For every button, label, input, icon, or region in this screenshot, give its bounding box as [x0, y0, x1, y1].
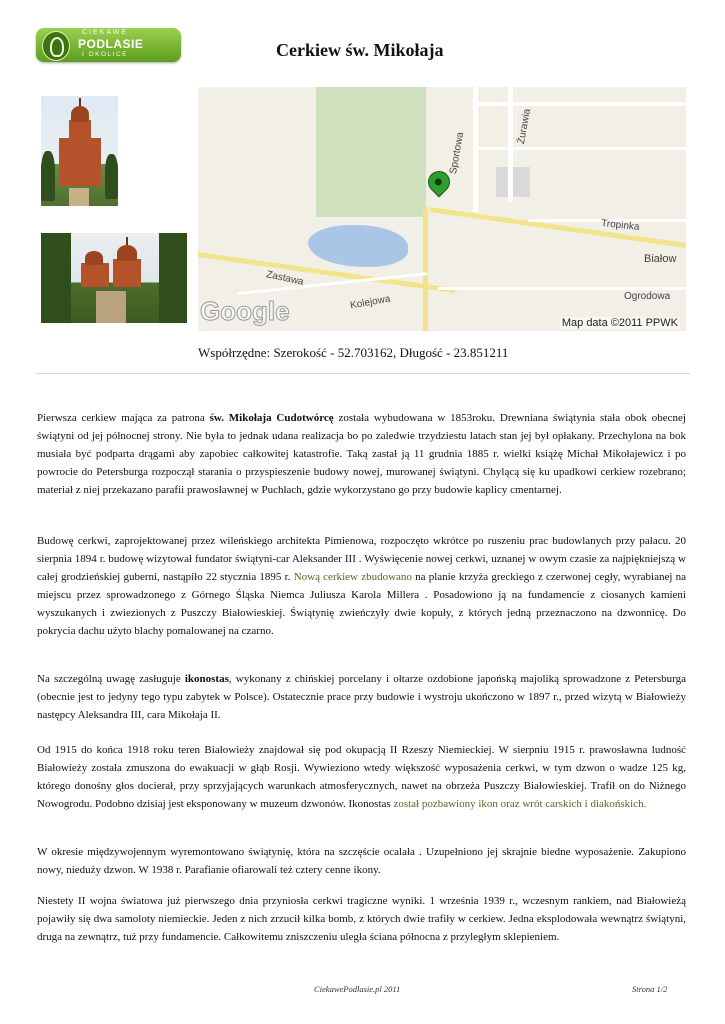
street-label-zurawia: Żurawia [516, 107, 534, 145]
church-photo-alley [41, 233, 187, 323]
coordinates: Współrzędne: Szerokość - 52.703162, Długość - 23.851211 [198, 345, 509, 360]
pond [308, 225, 408, 267]
footer-site: CiekawePodlasie.pl 2011 [314, 984, 401, 994]
page-title: Cerkiew św. Mikołaja [276, 40, 444, 60]
street-label-kolejowa: Kolejowa [349, 293, 392, 312]
logo-line-3: I OKOLICE [82, 51, 129, 58]
church-photo-front [41, 96, 118, 206]
bold-patron-name: św. Mikołaja Cudotwórcę [209, 412, 334, 424]
street-label-tropinka: Tropinka [600, 218, 641, 233]
paragraph-6: Niestety II wojna światowa już pierwszego dnia przyniosła cerkwi tragiczne wyniki. 1 września 1939 r., wczesnym rankiem, nad Białowieżą pojawiły się dwa samoloty niemieckie. Jeden z nich zrzucił kilka bomb, z których dwie trafiły w cerkiew. Jedna eksplodowała wewnątrz świątyni, druga na zewnątrz, tuż przy fundamencie. Całkowitemu zniszczeniu uległa ściana północna z przyległym sklepieniem. [37, 895, 686, 943]
building-block [496, 167, 530, 197]
paragraph-4: Od 1915 do końca 1918 roku teren Białowieży znajdował się pod okupacją II Rzeszy Niemieckiej. W sierpniu 1915 r. prawosławna ludność Białowieży została zmuszona do ewakuacji w głąb Rosji. Wywieziono wtedy większość wyposażenia cerkwi, w tym dzwon o wadze 125 kg, którego donośny głos docierał, przy sprzyjających warunkach atmosferycznych, nawet na obrzeża Puszczy Białowieskiej. Trafił on do Niżnego Nowogrodu. Podobno dzisiaj jest eksponowany w muzeum dzwonów. Ikonostas został pozbawiony ikon oraz wrót carskich i diakońskich. [37, 744, 686, 810]
google-logo: Google [200, 296, 290, 326]
paragraph-2: Budowę cerkwi, zaprojektowanej przez wileńskiego architekta Pimienowa, rozpoczęto wkrótce po ruszeniu prac budowlanych przy pałacu. 20 sierpnia 1894 r. budowę wizytował fundator świątyni-car Aleksander III . Wyświęcenie nowej cerkwi, uznanej w owym czasie za najpiękniejszą w całej grodzieńskiej guberni, nastąpiło 22 stycznia 1895 r. Nową cerkiew zbudowano na planie krzyża greckiego z czerwonej cegły, wyrabianej na miejscu przez sprowadzonego z Górnego Śląska Niemca Juliusza Karola Millera . Posadowiono ją na fundamencie z ciosanych kamieni wyszukanych i zwiezionych z Puszczy Białowieskiej. Świątynię zwieńczyły dwie kopuły, z których jedną przeznaczono na dzwonnicę. Do pokrycia dachu użyto blachy pomalowanej na czarno. [37, 535, 686, 637]
logo-line-1: CIEKAWE [82, 29, 129, 36]
paragraph-3: Na szczególną uwagę zasługuje ikonostas, wykonany z chińskiej porcelany i ołtarze ozdobione japońską majoliką sprowadzone z Petersburga (obecnie jest to jedyny tego typu zabytek w Polsce). Ostatecznie prace przy budowie i wystroju ukończono w 1897 r., przed wizytą w Białowieży następcy Aleksandra III, cara Mikołaja II. [37, 673, 686, 721]
location-map[interactable] [198, 87, 686, 331]
bold-ikonostas: ikonostas [184, 673, 229, 685]
footer-page-number: Strona 1/2 [632, 984, 668, 994]
site-logo[interactable] [36, 28, 181, 62]
paragraph-5: W okresie międzywojennym wyremontowano świątynię, która na szczęście ocalała . Uzupełniono jej skrajnie biedne wyposażenie. Zakupiono nowy, nieduży dzwon. W 1938 r. Parafianie ofiarowali też cztery cenne ikony. [37, 846, 686, 876]
forest-area [316, 87, 426, 217]
street-label-ogrodowa: Ogrodowa [624, 291, 671, 302]
link-ikonostas-pozbawiony[interactable]: został pozbawiony ikon oraz wrót carskich i diakońskich. [393, 798, 647, 810]
logo-line-2: PODLASIE [78, 37, 144, 51]
map-attribution: Map data ©2011 PPWK [561, 317, 678, 329]
paragraph-1: Pierwsza cerkiew mająca za patrona św. Mikołaja Cudotwórcę została wybudowana w 1853roku. Drewniana świątynia stała obok obecnej świątyni od jej północnej strony. Nie była to jednak udana realizacja bo po zaledwie trzydziestu latach stan jej był opłakany. Przechylona na bok musiała być podparta drągami aby zapobiec całkowitej katastrofie. Taką zastał ją 11 grudnia 1885 r. wielki książę Michał Mikołajewicz i po powrocie do Petersburga rozpoczął starania o przyspieszenie budowy nowej, murowanej świątyni. Chylącą się ku upadkowi cerkiew rozebrano; materiał z niej przekazano parafii prawosławnej w Puchłach, gdzie wykorzystano go przy budowie kaplicy cmentarnej. [37, 412, 686, 496]
link-nowa-cerkiew[interactable]: Nową cerkiew zbudowano [293, 571, 412, 583]
divider [36, 373, 690, 374]
logo-emblem-icon [42, 31, 70, 61]
street-label-sportowa: Sportowa [448, 131, 467, 175]
street-label-bialowieska: Białow [644, 253, 677, 265]
street-label-zastawa: Zastawa [265, 269, 305, 288]
